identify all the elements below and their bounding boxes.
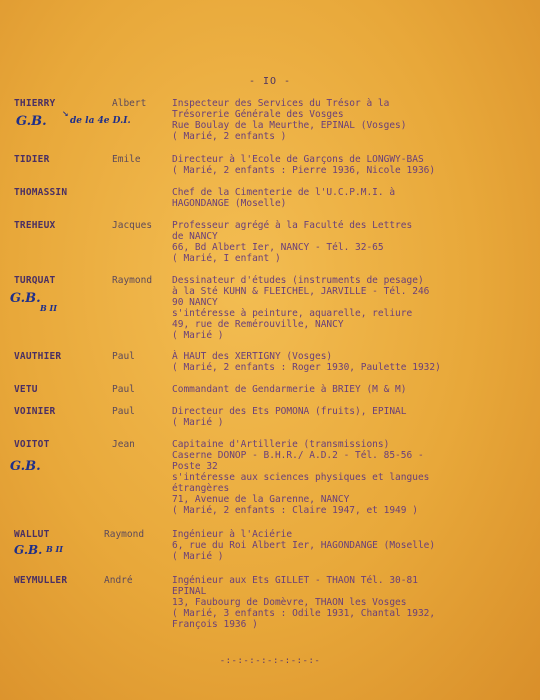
entry-line: 66, Bd Albert Ier, NANCY - Tél. 32-65	[172, 242, 384, 253]
entry-line: 6, rue du Roi Albert Ier, HAGONDANGE (Moselle)	[172, 540, 436, 551]
entry-line: 90 NANCY	[172, 297, 218, 308]
entry-details	[172, 98, 534, 142]
entry-line: Rue Boulay de la Meurthe, EPINAL (Vosges)	[172, 120, 407, 131]
entry-surname: TIDIER	[14, 154, 50, 165]
entry-surname: THOMASSIN	[14, 187, 68, 198]
entry-line: ( Marié, I enfant )	[172, 253, 281, 264]
handwritten-annotation-extra: B II	[46, 544, 64, 554]
entry-line: 13, Faubourg de Domèvre, THAON les Vosges	[172, 597, 407, 608]
entry-line: ( Marié, 2 enfants )	[172, 131, 287, 142]
handwritten-annotation: G.B.	[14, 543, 43, 557]
page-footer-divider: -:-:-:-:-:-:-:-:-	[219, 656, 321, 666]
entry-line: s'intéresse aux sciences physiques et langues	[172, 472, 430, 483]
entry-line: de NANCY	[172, 231, 218, 242]
entry-details	[172, 406, 534, 428]
entry-surname: TURQUAT	[14, 275, 56, 286]
page-number: - IO -	[248, 76, 292, 87]
handwritten-annotation-extra: de la 4e D.I.	[70, 116, 131, 126]
entry-line: Chef de la Cimenterie de l'U.C.P.M.I. à	[172, 187, 396, 198]
entry-details	[172, 275, 534, 341]
entry-surname: VAUTHIER	[14, 351, 62, 362]
entry-details	[172, 439, 534, 516]
entry-firstname: André	[104, 575, 133, 586]
arrow-icon: ↘	[62, 106, 69, 119]
entry-line: ( Marié, 2 enfants : Claire 1947, et 1949 )	[172, 505, 418, 516]
entry-line: Directeur des Ets POMONA (fruits), EPINAL	[172, 406, 407, 417]
entry-line: À HAUT des XERTIGNY (Vosges)	[172, 351, 333, 362]
handwritten-annotation: G.B.	[10, 291, 41, 306]
entry-surname: WALLUT	[14, 529, 50, 540]
entry-line: ( Marié )	[172, 551, 224, 562]
entry-line: s'intéresse à peinture, aquarelle, reliure	[172, 308, 413, 319]
handwritten-annotation-extra: B II	[40, 303, 58, 313]
entry-details	[172, 529, 534, 562]
entry-line: Poste 32	[172, 461, 218, 472]
entry-line: François 1936 )	[172, 619, 258, 630]
entry-line: Professeur agrégé à la Faculté des Lettres	[172, 220, 413, 231]
entry-details	[172, 351, 534, 373]
entry-firstname: Jacques	[112, 220, 153, 231]
entry-surname: TREHEUX	[14, 220, 56, 231]
entry-firstname: Albert	[112, 98, 147, 109]
entry-details	[172, 220, 534, 264]
entry-surname: VETU	[14, 384, 38, 395]
entry-surname: VOINIER	[14, 406, 56, 417]
entry-line: 49, rue de Remérouville, NANCY	[172, 319, 344, 330]
entry-line: ( Marié, 3 enfants : Odile 1931, Chantal 1932,	[172, 608, 436, 619]
entry-firstname: Emile	[112, 154, 141, 165]
entry-details	[172, 575, 534, 630]
handwritten-annotation: G.B.	[16, 114, 47, 129]
entry-line: HAGONDANGE (Moselle)	[172, 198, 287, 209]
entry-line: 71, Avenue de la Garenne, NANCY	[172, 494, 350, 505]
entry-surname: THIERRY	[14, 98, 56, 109]
entry-firstname: Paul	[112, 384, 135, 395]
entry-line: EPINAL	[172, 586, 207, 597]
entry-firstname: Raymond	[104, 529, 145, 540]
entry-line: Dessinateur d'études (instruments de pesage)	[172, 275, 424, 286]
entry-firstname: Raymond	[112, 275, 153, 286]
entry-line: Capitaine d'Artillerie (transmissions)	[172, 439, 390, 450]
entry-line: Ingénieur aux Ets GILLET - THAON Tél. 30-81	[172, 575, 418, 586]
entry-line: Caserne DONOP - B.H.R./ A.D.2 - Tél. 85-56 -	[172, 450, 424, 461]
entry-line: ( Marié, 2 enfants : Pierre 1936, Nicole 1936)	[172, 165, 436, 176]
entry-firstname: Paul	[112, 351, 135, 362]
entry-line: ( Marié )	[172, 417, 224, 428]
entry-line: Directeur à l'Ecole de Garçons de LONGWY-BAS	[172, 154, 424, 165]
entry-line: étrangères	[172, 483, 230, 494]
entry-surname: VOITOT	[14, 439, 50, 450]
entry-details	[172, 384, 534, 395]
entry-line: Commandant de Gendarmerie à BRIEY (M & M)	[172, 384, 407, 395]
entry-line: Trésorerie Générale des Vosges	[172, 109, 344, 120]
entry-details	[172, 187, 534, 209]
entry-surname: WEYMULLER	[14, 575, 68, 586]
entry-line: à la Sté KUHN & FLEICHEL, JARVILLE - Tél. 246	[172, 286, 430, 297]
entry-line: Ingénieur à l'Aciérie	[172, 529, 293, 540]
handwritten-annotation: G.B.	[10, 459, 41, 474]
entry-line: ( Marié )	[172, 330, 224, 341]
entry-line: ( Marié, 2 enfants : Roger 1930, Paulette 1932)	[172, 362, 441, 373]
entry-firstname: Jean	[112, 439, 135, 450]
entry-details	[172, 154, 534, 176]
entry-line: Inspecteur des Services du Trésor à la	[172, 98, 390, 109]
entry-firstname: Paul	[112, 406, 135, 417]
